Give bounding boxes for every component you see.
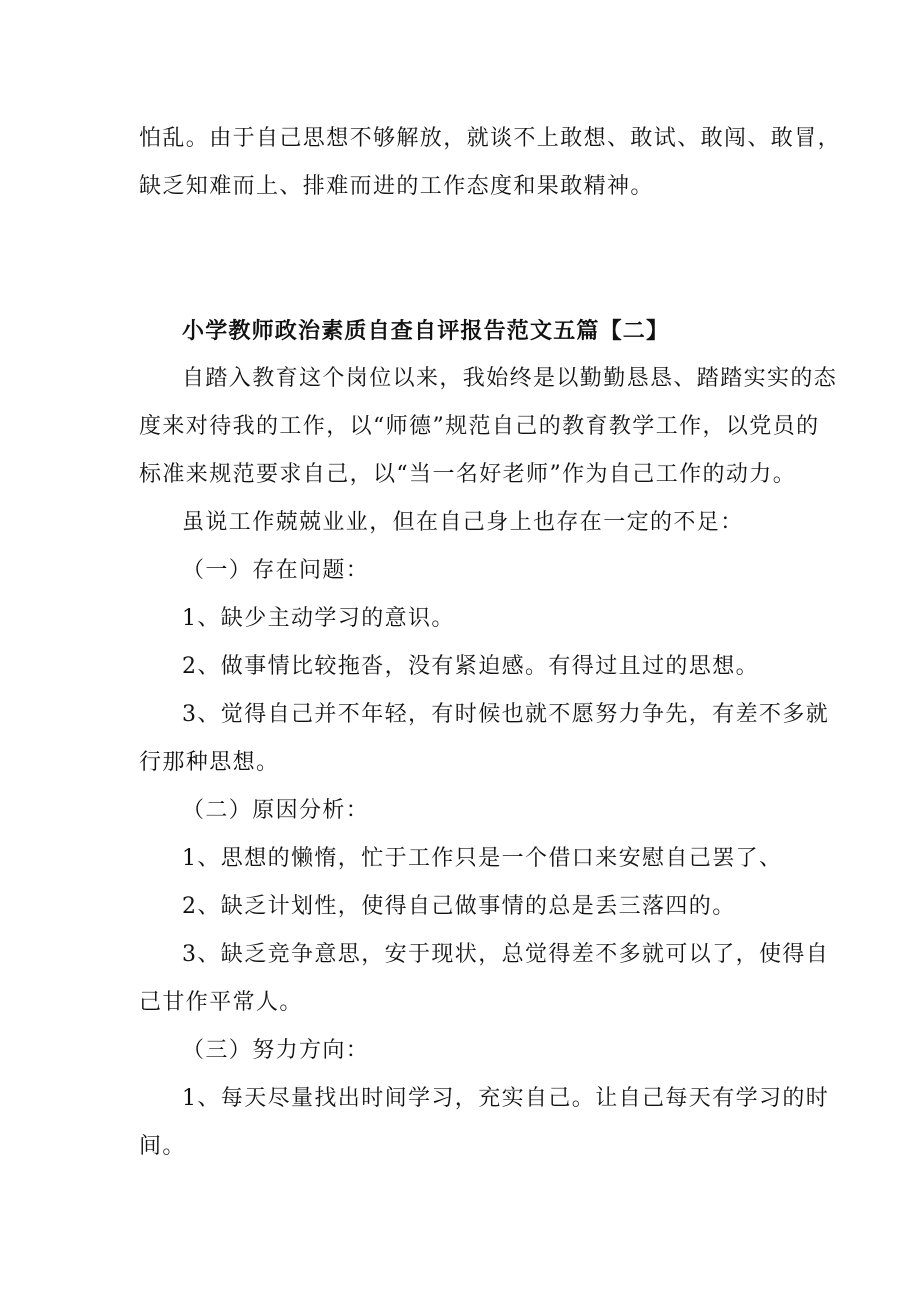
list-item-problem-2: 2、做事情比较拖沓，没有紧迫感。有得过且过的思想。 (182, 654, 759, 679)
list-item-direction-1: 1、每天尽量找出时间学习，充实自己。让自己每天有学习的时 (182, 1086, 830, 1111)
subheading-directions: （三）努力方向： (182, 1038, 370, 1063)
list-item-problem-1: 1、缺少主动学习的意识。 (182, 606, 455, 631)
list-item-problem-3: 3、觉得自己并不年轻，有时候也就不愿努力争先，有差不多就 (182, 702, 830, 727)
paragraph-line-5: 标准来规范要求自己，以“当一名好老师”作为自己工作的动力。 (139, 462, 797, 487)
subheading-causes: （二）原因分析： (182, 798, 370, 823)
paragraph-line-1: 怕乱。由于自己思想不够解放，就谈不上敢想、敢试、敢闯、敢冒， (139, 126, 842, 151)
list-item-problem-3-cont: 行那种思想。 (139, 750, 280, 775)
paragraph-line-2: 缺乏知难而上、排难而进的工作态度和果敢精神。 (139, 174, 654, 199)
subheading-problems: （一）存在问题： (182, 558, 370, 583)
paragraph-line-3: 自踏入教育这个岗位以来，我始终是以勤勤恳恳、踏踏实实的态 (182, 366, 838, 391)
list-item-cause-2: 2、缺乏计划性，使得自己做事情的总是丢三落四的。 (182, 894, 736, 919)
paragraph-line-4: 度来对待我的工作，以“师德”规范自己的教育教学工作，以党员的 (139, 414, 820, 439)
list-item-direction-1-cont: 间。 (139, 1134, 186, 1159)
paragraph-line-6: 虽说工作兢兢业业，但在自己身上也存在一定的不足： (182, 510, 744, 535)
list-item-cause-1: 1、思想的懒惰，忙于工作只是一个借口来安慰自己罢了、 (182, 846, 783, 871)
section-title: 小学教师政治素质自查自评报告范文五篇【二】 (182, 318, 670, 344)
list-item-cause-3-cont: 己甘作平常人。 (139, 990, 303, 1015)
list-item-cause-3: 3、缺乏竞争意思，安于现状，总觉得差不多就可以了，使得自 (182, 942, 830, 967)
